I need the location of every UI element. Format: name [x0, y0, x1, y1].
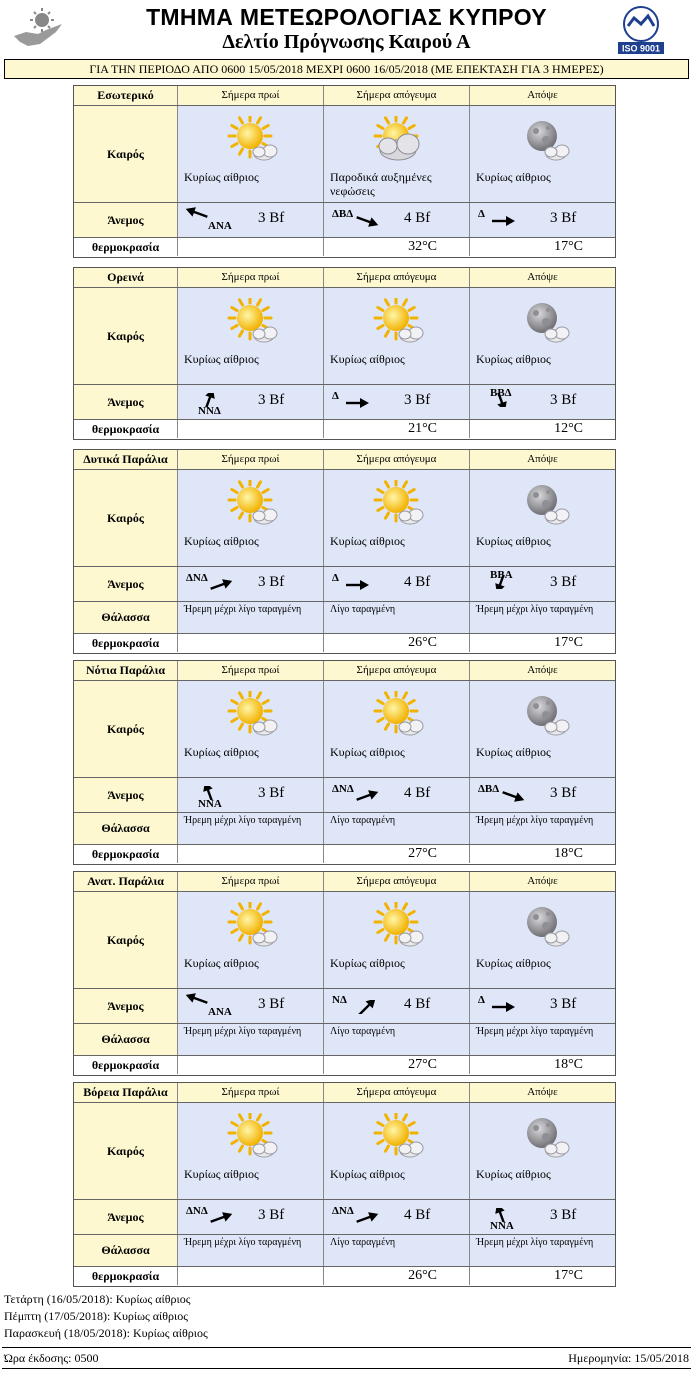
wind-cell — [324, 203, 470, 237]
sun-with-cloud-icon — [226, 480, 284, 530]
column-afternoon: Σήμερα απόγευμα — [324, 268, 470, 287]
sea-state: Ήρεμη μέχρι λίγο ταραγμένη — [178, 602, 324, 633]
temperature-cell — [178, 238, 324, 256]
weather-description: Κυρίως αίθριος — [476, 745, 551, 759]
weather-description: Κυρίως αίθριος — [184, 534, 259, 548]
column-morning: Σήμερα πρωί — [178, 1083, 324, 1102]
sea-row — [74, 1235, 615, 1267]
temperature-cell — [178, 420, 324, 438]
issue-date: Ημερομηνία: 15/05/2018 — [568, 1351, 689, 1365]
sea-label: Θάλασσα — [74, 813, 178, 844]
wind-force: 4 Bf — [404, 210, 431, 226]
wind-cell — [470, 385, 615, 419]
wind-cell — [324, 1200, 470, 1234]
temperature-cell — [178, 1056, 324, 1074]
wind-arrow-icon — [354, 789, 380, 803]
wind-direction: Δ — [478, 994, 485, 1006]
weather-description: Κυρίως αίθριος — [330, 956, 405, 970]
wind-label: Άνεμος — [74, 385, 178, 419]
wind-force: 3 Bf — [258, 210, 285, 226]
outlook-day-2: Πέμπτη (17/05/2018): Κυρίως αίθριος — [4, 1309, 188, 1323]
column-afternoon: Σήμερα απόγευμα — [324, 1083, 470, 1102]
weather-cell — [324, 681, 470, 777]
weather-description: Κυρίως αίθριος — [330, 745, 405, 759]
moon-with-cloud-icon — [518, 298, 576, 348]
outlook-day-3: Παρασκευή (18/05/2018): Κυρίως αίθριος — [4, 1326, 208, 1340]
temperature-value: 26°C — [408, 635, 437, 650]
wind-direction: ΑΝΑ — [208, 220, 232, 232]
sun-with-cloud-icon — [226, 298, 284, 348]
column-afternoon: Σήμερα απόγευμα — [324, 86, 470, 105]
temperature-label: θερμοκρασία — [74, 1056, 178, 1074]
wind-force: 3 Bf — [258, 1207, 285, 1223]
wind-row — [74, 385, 615, 420]
temperature-row — [74, 238, 615, 256]
wind-direction: ΔΝΔ — [186, 572, 208, 584]
region-block — [73, 449, 616, 654]
weather-description: Κυρίως αίθριος — [476, 352, 551, 366]
wind-force: 3 Bf — [404, 392, 431, 408]
sea-state: Ήρεμη μέχρι λίγο ταραγμένη — [470, 1024, 615, 1055]
issue-time: Ώρα έκδοσης: 0500 — [4, 1351, 99, 1365]
column-tonight: Απόψε — [527, 875, 558, 887]
sun-with-cloud-icon — [372, 480, 430, 530]
wind-force: 4 Bf — [404, 996, 431, 1012]
column-morning: Σήμερα πρωί — [178, 450, 324, 469]
wind-force: 3 Bf — [550, 574, 577, 590]
weather-label: Καιρός — [74, 288, 178, 384]
weather-cell — [178, 681, 324, 777]
weather-cell — [178, 106, 324, 202]
weather-description: Κυρίως αίθριος — [184, 170, 259, 184]
sea-state: Ήρεμη μέχρι λίγο ταραγμένη — [470, 602, 615, 633]
region-header-row — [74, 268, 615, 288]
region-name: Ορεινά — [74, 268, 178, 287]
weather-row — [74, 681, 615, 778]
wind-label: Άνεμος — [74, 567, 178, 601]
wind-arrow-icon — [490, 214, 516, 228]
sea-row — [74, 602, 615, 634]
wind-force: 3 Bf — [258, 785, 285, 801]
wind-cell — [470, 1200, 615, 1234]
wind-cell — [178, 778, 324, 812]
column-tonight: Απόψε — [527, 453, 558, 465]
weather-cell — [178, 1103, 324, 1199]
column-tonight: Απόψε — [527, 1086, 558, 1098]
temperature-label: θερμοκρασία — [74, 1267, 178, 1285]
outlook-day-1: Τετάρτη (16/05/2018): Κυρίως αίθριος — [4, 1292, 191, 1306]
weather-cell — [324, 288, 470, 384]
wind-force: 4 Bf — [404, 785, 431, 801]
wind-cell — [470, 989, 615, 1023]
temperature-cell — [324, 1267, 470, 1285]
weather-row — [74, 1103, 615, 1200]
temperature-label: θερμοκρασία — [74, 238, 178, 256]
page-header — [0, 0, 693, 58]
temperature-cell — [470, 845, 615, 863]
sea-label: Θάλασσα — [74, 602, 178, 633]
weather-cell — [178, 892, 324, 988]
wind-arrow-icon — [344, 396, 370, 410]
weather-row — [74, 892, 615, 989]
wind-row — [74, 1200, 615, 1235]
weather-cell — [324, 892, 470, 988]
sea-label: Θάλασσα — [74, 1024, 178, 1055]
wind-cell — [470, 778, 615, 812]
temperature-label: θερμοκρασία — [74, 634, 178, 652]
temperature-value: 12°C — [554, 421, 583, 436]
temperature-value: 17°C — [554, 239, 583, 254]
region-block — [73, 267, 616, 440]
wind-direction: ΒΒΔ — [490, 387, 512, 399]
temperature-value: 27°C — [408, 1057, 437, 1072]
region-header-row — [74, 1083, 615, 1103]
temperature-label: θερμοκρασία — [74, 420, 178, 438]
footer-bottom-line — [2, 1368, 691, 1369]
wind-row — [74, 567, 615, 602]
region-block — [73, 1082, 616, 1287]
wind-direction: ΔΒΔ — [332, 208, 354, 220]
column-afternoon: Σήμερα απόγευμα — [324, 661, 470, 680]
wind-force: 3 Bf — [258, 996, 285, 1012]
footer-divider — [2, 1347, 691, 1348]
weather-label: Καιρός — [74, 892, 178, 988]
weather-cell — [324, 470, 470, 566]
region-block — [73, 660, 616, 865]
temperature-cell — [324, 634, 470, 652]
iso-certification-logo — [614, 4, 668, 56]
weather-cell — [470, 470, 615, 566]
weather-cell — [178, 288, 324, 384]
weather-cell — [178, 470, 324, 566]
sea-state: Λίγο ταραγμένη — [324, 813, 470, 844]
temperature-row — [74, 634, 615, 652]
wind-direction: ΔΒΔ — [478, 783, 500, 795]
weather-label: Καιρός — [74, 681, 178, 777]
column-afternoon: Σήμερα απόγευμα — [324, 450, 470, 469]
temperature-value: 26°C — [408, 1268, 437, 1283]
sun-with-cloud-icon — [372, 298, 430, 348]
sun-with-cloud-icon — [226, 691, 284, 741]
moon-with-cloud-icon — [518, 1113, 576, 1163]
weather-cell — [470, 892, 615, 988]
column-morning: Σήμερα πρωί — [178, 661, 324, 680]
temperature-cell — [178, 845, 324, 863]
temperature-cell — [324, 420, 470, 438]
wind-direction: ΒΒΑ — [490, 569, 513, 581]
region-header-row — [74, 661, 615, 681]
wind-cell — [324, 778, 470, 812]
wind-direction: Δ — [478, 208, 485, 220]
wind-direction: Δ — [332, 390, 339, 402]
wind-arrow-icon — [354, 214, 380, 228]
cloud-with-sun-icon — [372, 116, 430, 166]
temperature-cell — [324, 238, 470, 256]
wind-force: 3 Bf — [550, 996, 577, 1012]
temperature-cell — [178, 634, 324, 652]
wind-force: 3 Bf — [550, 392, 577, 408]
moon-with-cloud-icon — [518, 480, 576, 530]
weather-description: Κυρίως αίθριος — [184, 956, 259, 970]
region-block — [73, 871, 616, 1076]
wind-direction: ΝΔ — [332, 994, 347, 1006]
sea-state: Ήρεμη μέχρι λίγο ταραγμένη — [178, 1235, 324, 1266]
wind-row — [74, 989, 615, 1024]
wind-arrow-icon — [354, 1211, 380, 1225]
moon-with-cloud-icon — [518, 902, 576, 952]
weather-description: Παροδικά αυξημένες νεφώσεις — [330, 170, 432, 198]
wind-arrow-icon — [490, 1000, 516, 1014]
wind-force: 4 Bf — [404, 1207, 431, 1223]
region-name: Δυτικά Παράλια — [74, 450, 178, 469]
weather-description: Κυρίως αίθριος — [184, 745, 259, 759]
region-header-row — [74, 872, 615, 892]
wind-force: 3 Bf — [550, 785, 577, 801]
weather-cell — [470, 288, 615, 384]
weather-label: Καιρός — [74, 1103, 178, 1199]
wind-arrow-icon — [354, 1000, 380, 1014]
wind-cell — [470, 567, 615, 601]
temperature-row — [74, 1267, 615, 1285]
bulletin-subtitle: Δελτίο Πρόγνωσης Καιρού Α — [222, 31, 471, 53]
temperature-value: 21°C — [408, 421, 437, 436]
wind-row — [74, 203, 615, 238]
wind-force: 3 Bf — [258, 574, 285, 590]
wind-direction: ΔΝΔ — [186, 1205, 208, 1217]
temperature-label: θερμοκρασία — [74, 845, 178, 863]
wind-label: Άνεμος — [74, 1200, 178, 1234]
weather-row — [74, 106, 615, 203]
region-header-row — [74, 450, 615, 470]
wind-direction: ΑΝΑ — [208, 1006, 232, 1018]
wind-label: Άνεμος — [74, 203, 178, 237]
department-title: ΤΜΗΜΑ ΜΕΤΕΩΡΟΛΟΓΙΑΣ ΚΥΠΡΟΥ — [146, 4, 547, 30]
temperature-cell — [470, 1056, 615, 1074]
wind-direction: ΔΝΔ — [332, 1205, 354, 1217]
wind-direction: ΔΝΔ — [332, 783, 354, 795]
weather-cell — [324, 106, 470, 202]
sea-state: Ήρεμη μέχρι λίγο ταραγμένη — [470, 813, 615, 844]
temperature-value: 18°C — [554, 846, 583, 861]
region-name: Ανατ. Παράλια — [74, 872, 178, 891]
wind-force: 4 Bf — [404, 574, 431, 590]
column-tonight: Απόψε — [527, 664, 558, 676]
wind-direction: Δ — [332, 572, 339, 584]
temperature-value: 27°C — [408, 846, 437, 861]
weather-description: Κυρίως αίθριος — [476, 1167, 551, 1181]
weather-description: Κυρίως αίθριος — [184, 352, 259, 366]
wind-cell — [178, 385, 324, 419]
wind-arrow-icon — [344, 578, 370, 592]
weather-cell — [324, 1103, 470, 1199]
wind-label: Άνεμος — [74, 778, 178, 812]
sea-state: Λίγο ταραγμένη — [324, 1235, 470, 1266]
wind-cell — [178, 203, 324, 237]
sun-with-cloud-icon — [372, 1113, 430, 1163]
weather-label: Καιρός — [74, 470, 178, 566]
wind-arrow-icon — [184, 206, 210, 220]
weather-description: Κυρίως αίθριος — [330, 1167, 405, 1181]
wind-row — [74, 778, 615, 813]
wind-cell — [178, 567, 324, 601]
wind-cell — [178, 1200, 324, 1234]
wind-arrow-icon — [208, 578, 234, 592]
weather-row — [74, 288, 615, 385]
wind-direction: ΝΝΑ — [490, 1220, 514, 1232]
wind-cell — [324, 567, 470, 601]
sea-state: Λίγο ταραγμένη — [324, 602, 470, 633]
temperature-row — [74, 420, 615, 438]
temperature-value: 18°C — [554, 1057, 583, 1072]
sea-state: Ήρεμη μέχρι λίγο ταραγμένη — [178, 1024, 324, 1055]
wind-cell — [470, 203, 615, 237]
weather-cell — [470, 106, 615, 202]
sun-with-cloud-icon — [226, 1113, 284, 1163]
sun-with-cloud-icon — [372, 902, 430, 952]
temperature-cell — [470, 420, 615, 438]
sea-label: Θάλασσα — [74, 1235, 178, 1266]
column-morning: Σήμερα πρωί — [178, 872, 324, 891]
sea-state: Ήρεμη μέχρι λίγο ταραγμένη — [178, 813, 324, 844]
iso-label: ISO 9001 — [621, 43, 661, 54]
sun-with-cloud-icon — [226, 902, 284, 952]
region-name: Νότια Παράλια — [74, 661, 178, 680]
temperature-cell — [178, 1267, 324, 1285]
sea-row — [74, 813, 615, 845]
temperature-cell — [324, 1056, 470, 1074]
wind-direction: ΝΝΔ — [198, 405, 221, 417]
temperature-row — [74, 1056, 615, 1074]
temperature-value: 17°C — [554, 1268, 583, 1283]
region-header-row — [74, 86, 615, 106]
temperature-value: 32°C — [408, 239, 437, 254]
column-tonight: Απόψε — [527, 271, 558, 283]
column-morning: Σήμερα πρωί — [178, 86, 324, 105]
wind-force: 3 Bf — [258, 392, 285, 408]
wind-cell — [324, 989, 470, 1023]
weather-description: Κυρίως αίθριος — [184, 1167, 259, 1181]
weather-label: Καιρός — [74, 106, 178, 202]
column-afternoon: Σήμερα απόγευμα — [324, 872, 470, 891]
wind-force: 3 Bf — [550, 1207, 577, 1223]
sun-with-cloud-icon — [372, 691, 430, 741]
moon-with-cloud-icon — [518, 116, 576, 166]
region-block — [73, 85, 616, 258]
temperature-cell — [470, 634, 615, 652]
weather-description: Κυρίως αίθριος — [476, 170, 551, 184]
temperature-cell — [470, 1267, 615, 1285]
wind-arrow-icon — [500, 789, 526, 803]
temperature-row — [74, 845, 615, 863]
wind-arrow-icon — [208, 1211, 234, 1225]
wind-cell — [178, 989, 324, 1023]
wind-direction: ΝΝΑ — [198, 798, 222, 810]
column-tonight: Απόψε — [527, 89, 558, 101]
temperature-cell — [470, 238, 615, 256]
sea-row — [74, 1024, 615, 1056]
wind-cell — [324, 385, 470, 419]
sea-state: Ήρεμη μέχρι λίγο ταραγμένη — [470, 1235, 615, 1266]
forecast-period: ΓΙΑ ΤΗΝ ΠΕΡΙΟΔΟ ΑΠΟ 0600 15/05/2018 ΜΕΧΡΙ 0600 16/05/2018 (ΜΕ ΕΠΕΚΤΑΣΗ ΓΙΑ 3 ΗΜΕΡΕΣ) — [4, 59, 689, 79]
weather-description: Κυρίως αίθριος — [330, 534, 405, 548]
weather-description: Κυρίως αίθριος — [330, 352, 405, 366]
region-name: Εσωτερικό — [74, 86, 178, 105]
weather-cell — [470, 681, 615, 777]
sun-with-cloud-icon — [226, 116, 284, 166]
wind-label: Άνεμος — [74, 989, 178, 1023]
wind-arrow-icon — [184, 992, 210, 1006]
weather-description: Κυρίως αίθριος — [476, 534, 551, 548]
weather-description: Κυρίως αίθριος — [476, 956, 551, 970]
weather-cell — [470, 1103, 615, 1199]
sea-state: Λίγο ταραγμένη — [324, 1024, 470, 1055]
moon-with-cloud-icon — [518, 691, 576, 741]
region-name: Βόρεια Παράλια — [74, 1083, 178, 1102]
wind-force: 3 Bf — [550, 210, 577, 226]
temperature-cell — [324, 845, 470, 863]
column-morning: Σήμερα πρωί — [178, 268, 324, 287]
weather-row — [74, 470, 615, 567]
temperature-value: 17°C — [554, 635, 583, 650]
